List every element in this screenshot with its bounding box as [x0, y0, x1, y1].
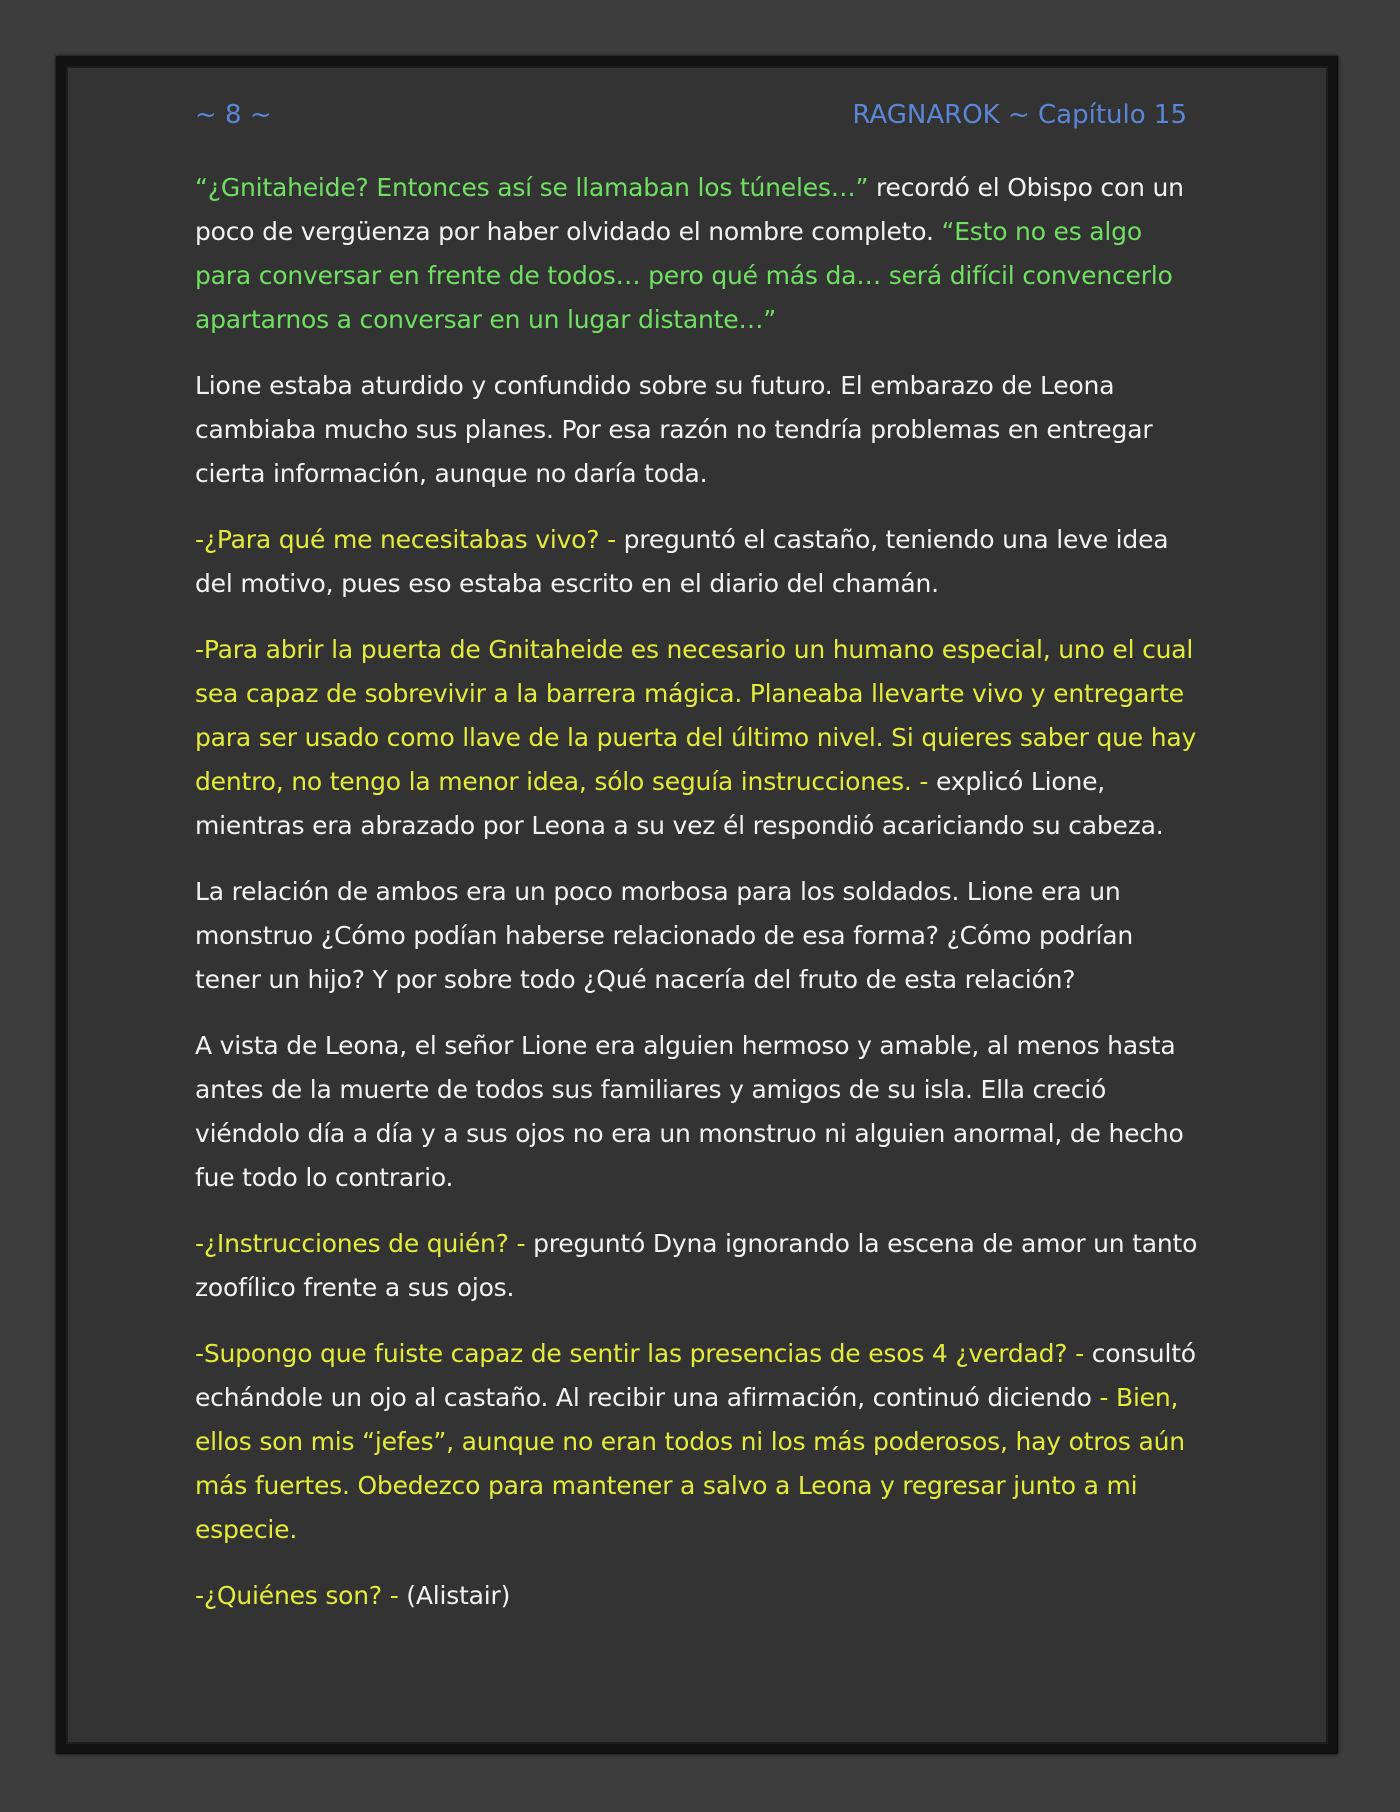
- dialogue-text: -¿Quiénes son? -: [195, 1581, 407, 1610]
- running-title: RAGNAROK ~ Capítulo 15: [852, 100, 1187, 130]
- paragraph: [195, 364, 1205, 496]
- paragraph: [195, 166, 1205, 342]
- dialogue-text: -¿Instrucciones de quién? -: [195, 1229, 534, 1258]
- paragraph: [195, 1024, 1205, 1200]
- narration-text: recordó el Obispo con un poco de vergüenza por haber olvidado el nombre completo.: [195, 173, 1184, 246]
- paragraph: [195, 1222, 1205, 1310]
- thought-text: “Esto no es algo para conversar en frente de todos… pero qué más da… será difícil convencerlo apartarnos a conversar en un lugar distante…”: [195, 217, 1173, 334]
- body-text: [195, 166, 1205, 1640]
- paragraph: [195, 1332, 1205, 1552]
- dialogue-text: -Supongo que fuiste capaz de sentir las presencias de esos 4 ¿verdad? -: [195, 1339, 1092, 1368]
- page-number: ~ 8 ~: [195, 100, 272, 130]
- dialogue-text: - Bien, ellos son mis “jefes”, aunque no eran todos ni los más poderosos, hay otros aún más fuertes. Obedezco para mantener a salvo a Leona y regresar junto a mi especie.: [195, 1383, 1185, 1544]
- dialogue-text: -¿Para qué me necesitabas vivo? -: [195, 525, 624, 554]
- narration-text: preguntó Dyna ignorando la escena de amor un tanto zoofílico frente a sus ojos.: [195, 1229, 1198, 1302]
- document-page: [56, 56, 1338, 1754]
- paragraph: [195, 518, 1205, 606]
- narration-text: explicó Lione, mientras era abrazado por Leona a su vez él respondió acariciando su cabeza.: [195, 767, 1164, 840]
- narration-text: A vista de Leona, el señor Lione era alguien hermoso y amable, al menos hasta antes de la muerte de todos sus familiares y amigos de su isla. Ella creció viéndolo día a día y a sus ojos no era un monstruo ni alguien anormal, de hecho fue todo lo contrario.: [195, 1031, 1184, 1192]
- narration-text: La relación de ambos era un poco morbosa para los soldados. Lione era un monstruo ¿Cómo podían haberse relacionado de esa forma? ¿Cómo podrían tener un hijo? Y por sobre todo ¿Qué nacería del fruto de esta relación?: [195, 877, 1134, 994]
- paragraph: [195, 628, 1205, 848]
- narration-text: preguntó el castaño, teniendo una leve idea del motivo, pues eso estaba escrito en el diario del chamán.: [195, 525, 1169, 598]
- paragraph: [195, 1574, 1205, 1618]
- narration-text: consultó echándole un ojo al castaño. Al recibir una afirmación, continuó diciendo: [195, 1339, 1196, 1412]
- dialogue-text: -Para abrir la puerta de Gnitaheide es necesario un humano especial, uno el cual sea capaz de sobrevivir a la barrera mágica. Planeaba llevarte vivo y entregarte para ser usado como llave de la puerta del último nivel. Si quieres saber que hay dentro, no tengo la menor idea, sólo seguía instrucciones. -: [195, 635, 1197, 796]
- narration-text: (Alistair): [406, 1581, 511, 1610]
- page-header: [195, 92, 1187, 138]
- thought-text: “¿Gnitaheide? Entonces así se llamaban los túneles…”: [195, 173, 869, 202]
- paragraph: [195, 870, 1205, 1002]
- narration-text: Lione estaba aturdido y confundido sobre su futuro. El embarazo de Leona cambiaba mucho sus planes. Por esa razón no tendría problemas en entregar cierta información, aunque no daría toda.: [195, 371, 1153, 488]
